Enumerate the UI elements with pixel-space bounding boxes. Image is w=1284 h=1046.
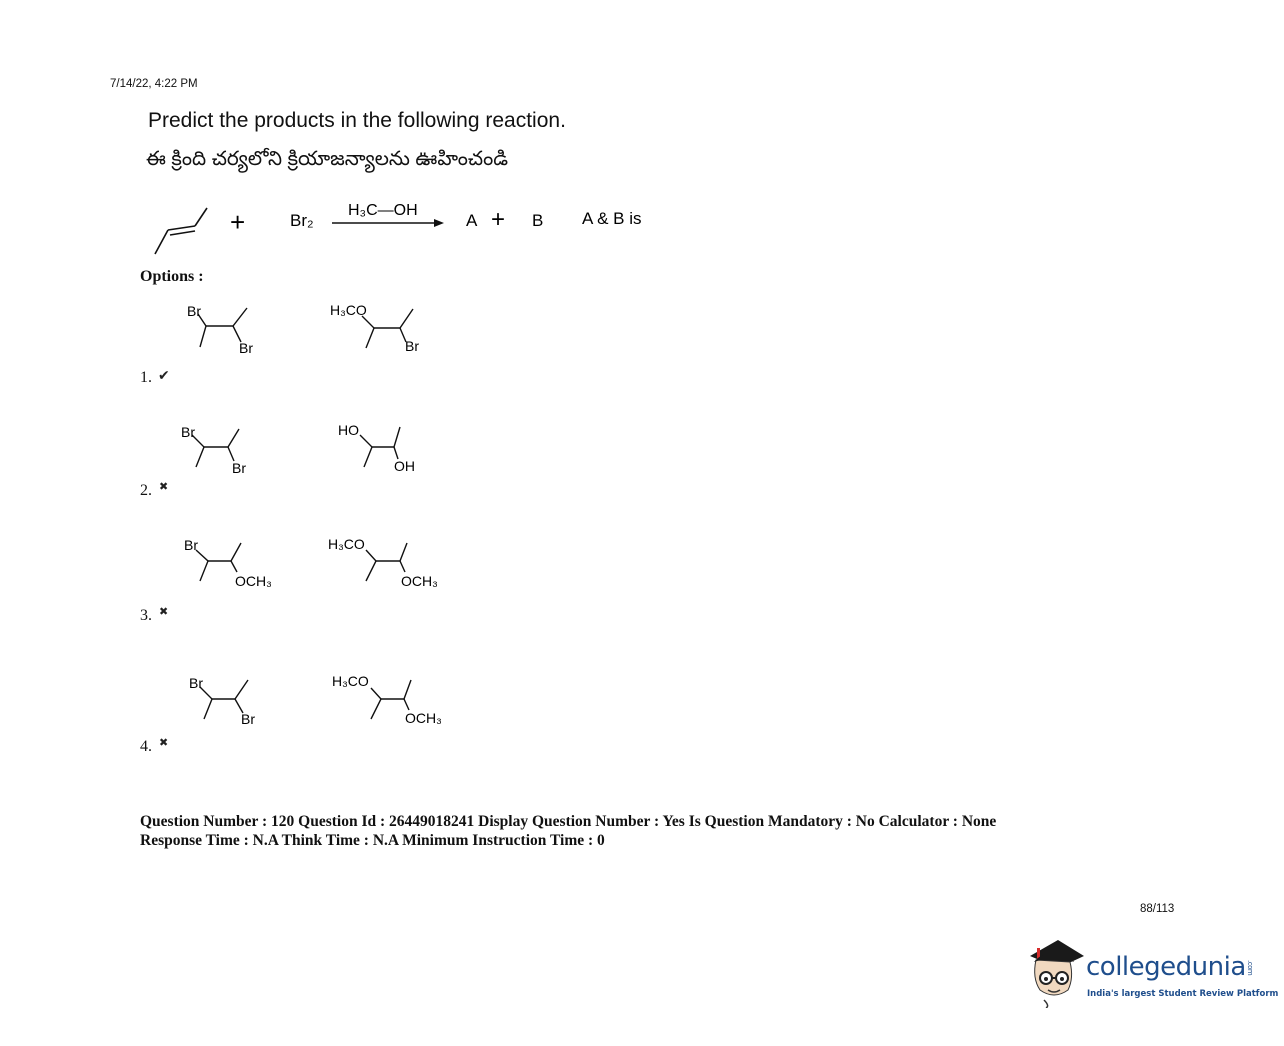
option-3-number: 3. <box>140 607 152 624</box>
brand-text: collegedunia <box>1086 952 1246 982</box>
question-meta-line-1: Question Number : 120 Question Id : 26449018241 Display Question Number : Yes Is Question Mandatory : No Calculator : None <box>140 813 997 830</box>
propene-structure <box>155 208 207 254</box>
option-1-b-top: H₃CO <box>330 302 367 318</box>
option-1-number: 1. <box>140 369 152 386</box>
option-2-a-bottom: Br <box>232 460 246 476</box>
cross-icon: ✖ <box>159 605 169 618</box>
option-1-structures <box>138 296 498 388</box>
reaction-plus-2: + <box>491 206 506 233</box>
option-3[interactable] <box>138 530 498 630</box>
option-4-a-top: Br <box>189 675 203 691</box>
question-text-english: Predict the products in the following reaction. <box>148 109 566 132</box>
option-4-structures <box>138 668 498 762</box>
option-2-b-bottom: OH <box>394 458 415 474</box>
option-4[interactable] <box>138 668 498 762</box>
reagent-br2: Br₂ <box>290 211 314 230</box>
options-label: Options : <box>140 268 204 285</box>
option-2-b-top: HO <box>338 422 359 438</box>
product-a: A <box>466 211 478 230</box>
option-1[interactable] <box>138 296 498 388</box>
collegedunia-logo-icon <box>1022 938 1086 1008</box>
reaction-suffix: A & B is <box>582 209 642 228</box>
cross-icon: ✖ <box>159 736 169 749</box>
brand-name <box>1086 952 1254 982</box>
option-2-a-top: Br <box>181 424 195 440</box>
option-4-b-bottom: OCH₃ <box>405 710 442 726</box>
option-4-number: 4. <box>140 738 152 755</box>
reaction-plus: + <box>230 207 246 237</box>
option-3-a-top: Br <box>184 537 198 553</box>
option-3-a-bottom: OCH₃ <box>235 573 272 589</box>
timestamp: 7/14/22, 4:22 PM <box>110 78 198 90</box>
product-b: B <box>532 211 544 230</box>
brand-tagline: India's largest Student Review Platform <box>1087 989 1279 999</box>
option-4-b-top: H₃CO <box>332 673 369 689</box>
question-meta <box>140 812 996 850</box>
check-icon: ✔ <box>158 368 170 384</box>
option-3-b-bottom: OCH₃ <box>401 573 438 589</box>
option-1-a-bottom: Br <box>239 340 253 356</box>
option-2-structures <box>138 417 498 505</box>
option-3-b-top: H₃CO <box>328 536 365 552</box>
option-1-b-bottom: Br <box>405 338 419 354</box>
option-3-structures <box>138 530 498 630</box>
option-2-number: 2. <box>140 482 152 499</box>
reaction-scheme <box>140 196 680 266</box>
option-4-a-bottom: Br <box>241 711 255 727</box>
reaction-condition: H₃C—OH <box>348 202 418 219</box>
option-1-a-top: Br <box>187 303 201 319</box>
question-meta-line-2: Response Time : N.A Think Time : N.A Minimum Instruction Time : 0 <box>140 832 605 849</box>
option-2[interactable] <box>138 417 498 505</box>
question-text-telugu: ఈ క్రింది చర్యలోని క్రియాజన్యాలను ఊహించండి <box>146 148 509 170</box>
page-number: 88/113 <box>1140 903 1175 915</box>
cross-icon: ✖ <box>159 480 169 493</box>
reaction-arrow <box>332 219 444 227</box>
brand-suffix: .com <box>1245 959 1254 976</box>
